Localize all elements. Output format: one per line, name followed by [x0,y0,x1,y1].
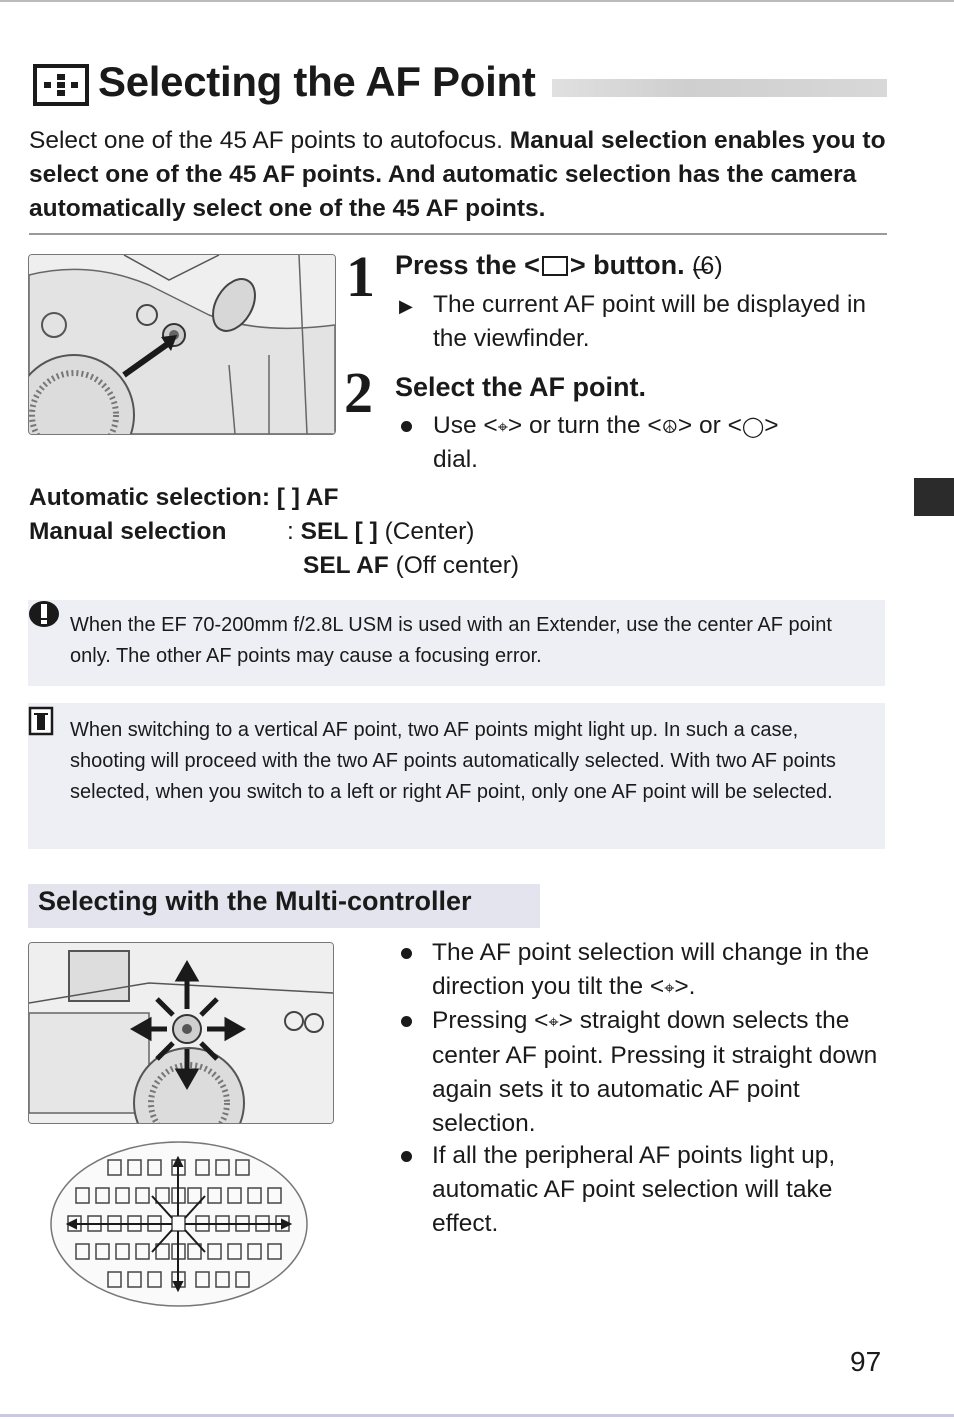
camera-button-photo [28,254,336,435]
manual-selection-value-a: : SEL [ ] (Center) [287,518,475,545]
multi-controller-icon: ⌖ [548,1012,559,1032]
step-2-detail-a: Use < [433,412,498,439]
note-text: When switching to a vertical AF point, two AF points might light up. In such a case, shooting will proceed with the two AF points automatically selected. With two AF points selected, when you switch to a left or right AF point, only one AF point will be selected. [70,719,836,803]
result-arrow-icon: ▶ [399,296,413,316]
mc-bullet-1-text: The AF point selection will change in the direction you tilt the < [432,939,870,1000]
intro-paragraph [29,124,889,226]
af-point-selection-icon [33,64,89,106]
mc-bullet-3: If all the peripheral AF points light up, automatic AF point selection will take effect. [432,1142,836,1237]
step-1-title [395,250,723,281]
bullet-icon [401,948,412,959]
manual-offcenter-plain: (Off center) [395,552,520,579]
mc-bullet-1-end: >. [674,973,696,1000]
mc-bullet-2-text: Pressing < [432,1007,549,1034]
manual-center-plain: (Center) [384,518,475,545]
af-points-diagram [48,1140,310,1308]
quick-control-dial-icon: ◯ [741,416,765,438]
section-title: Selecting with the Multi-controller [38,886,472,916]
af-point-button-icon [542,256,568,276]
manual-selection-value-b [303,549,519,583]
step-1-title-pre: Press the < [395,250,540,280]
caution-icon [28,598,60,630]
manual-selection-row [29,515,226,549]
main-dial-icon: ☮ [661,417,678,437]
step-2-detail-end: dial. [433,446,478,473]
mc-bullet-1 [432,936,887,1005]
auto-selection-label: Automatic selection [29,484,262,511]
multi-controller-icon: ⌖ [664,978,675,998]
step-1-page-ref: (̶6) [692,252,723,280]
mc-bullet-2-end: > straight down selects the center AF point. Pressing it straight down again sets it to automatic AF point selection. [432,1007,878,1137]
page-number: 97 [850,1346,882,1377]
step-2-detail-c: > or < [677,412,742,439]
multi-controller-icon: ⌖ [497,417,508,437]
step-1-number: 1 [346,244,375,309]
bottom-rule [0,1414,954,1417]
memo-icon [28,706,54,736]
intro-plain: Select one of the 45 AF points to autofocus. [29,127,510,154]
step-2-number: 2 [344,360,373,425]
step-2-detail-d: > [764,412,779,439]
auto-selection-row: Automatic selection: [ ] AF [29,484,339,511]
multi-controller-photo [28,942,334,1124]
bullet-icon [401,421,412,432]
title-bar [552,79,887,97]
step-1-detail: The current AF point will be displayed in the viewfinder. [433,291,867,352]
step-2-title: Select the AF point. [395,372,647,402]
bullet-icon [401,1151,412,1162]
section-divider [29,233,887,235]
bullet-icon [401,1016,412,1027]
top-rule [0,0,954,2]
manual-offcenter-bold: SEL AF [303,552,389,579]
auto-selection-value: [ ] AF [276,484,339,511]
intro-bold: Manual selection enables you to select one of the 45 AF points. And automatic selection has the camera automatically select one of the 45 AF points. [29,127,886,222]
step-2-detail-b: > or turn the < [507,412,662,439]
manual-selection-label: Manual selection [29,518,227,545]
caution-text: When the EF 70-200mm f/2.8L USM is used with an Extender, use the center AF point only. The other AF points may cause a focusing error. [70,614,832,667]
chapter-tab [914,478,954,516]
page-title: Selecting the AF Point [98,58,536,105]
manual-center-bold: SEL [ ] [300,518,378,545]
step-2-detail [433,409,885,444]
step-1-title-post: > button. [569,250,685,280]
mc-bullet-2 [432,1004,887,1141]
